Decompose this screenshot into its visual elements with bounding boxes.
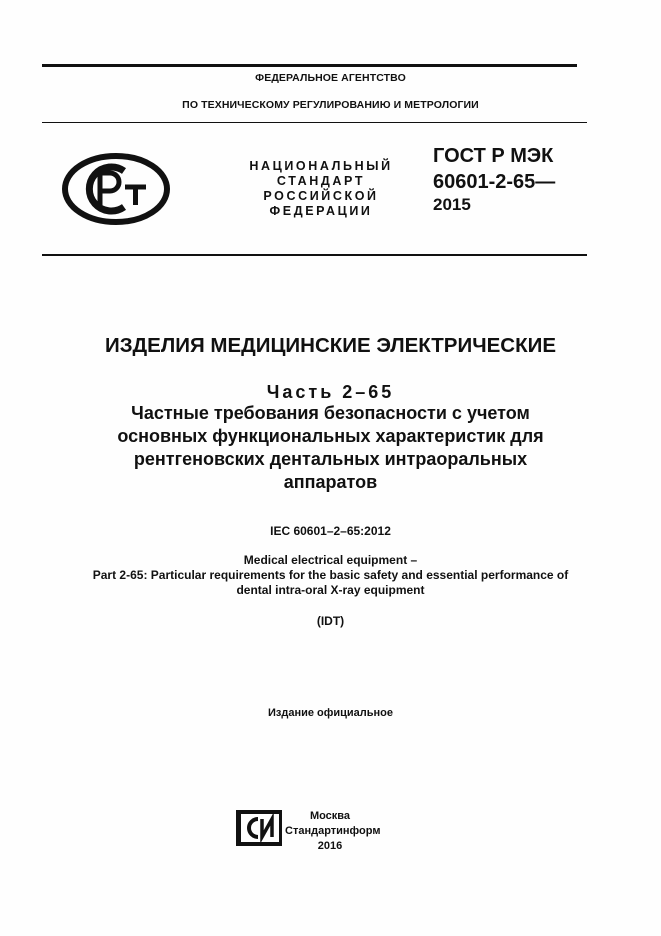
document-title: ИЗДЕЛИЯ МЕДИЦИНСКИЕ ЭЛЕКТРИЧЕСКИЕ [104,334,557,357]
official-edition: Издание официальное [267,707,394,719]
iec-number: IEC 60601–2–65:2012 [270,524,391,538]
header-rule [42,122,587,123]
national-standard-line-1: НАЦИОНАЛЬНЫЙ [249,159,393,173]
publisher-info [285,809,381,854]
publisher-city: Москва [309,810,351,822]
subtitle-line-4: аппаратов [283,472,378,492]
idt-label: (IDT) [316,614,345,628]
national-standard-label [226,159,416,219]
agency-line-1: ФЕДЕРАЛЬНОЕ АГЕНТСТВО [255,72,406,84]
part-number: Часть 2–65 [266,382,395,402]
subtitle-line-1: Частные требования безопасности с учетом [131,403,530,423]
iec-title-line-2: Part 2-65: Particular requirements for the basic safety and essential performance of [92,568,569,582]
iec-english-title [20,553,641,598]
standartinform-logo [235,809,283,847]
designation-line-1: ГОСТ Р МЭК [433,145,554,167]
publisher-name: Стандартинформ [285,825,381,837]
iec-title-line-3: dental intra-oral X-ray equipment [236,583,425,597]
designation-line-3: 2015 [433,195,471,214]
designation-line-2: 60601-2-65— [433,171,556,193]
national-standard-line-2: СТАНДАРТ [276,174,366,188]
gost-r-mark-logo [62,153,170,225]
iec-title-line-1: Medical electrical equipment – [243,553,418,567]
agency-line-2: ПО ТЕХНИЧЕСКОМУ РЕГУЛИРОВАНИЮ И МЕТРОЛОГИИ [182,99,479,111]
subtitle-line-2: основных функциональных характеристик для [117,426,544,446]
top-rule [42,64,577,67]
subtitle-line-3: рентгеновских дентальных интраоральных [133,449,528,469]
standard-designation [433,143,555,215]
national-standard-line-4: ФЕДЕРАЦИИ [269,204,373,218]
publisher-year: 2016 [317,840,343,852]
document-subtitle [20,402,641,494]
national-standard-line-3: РОССИЙСКОЙ [263,189,379,203]
header-bottom-rule [42,254,587,256]
